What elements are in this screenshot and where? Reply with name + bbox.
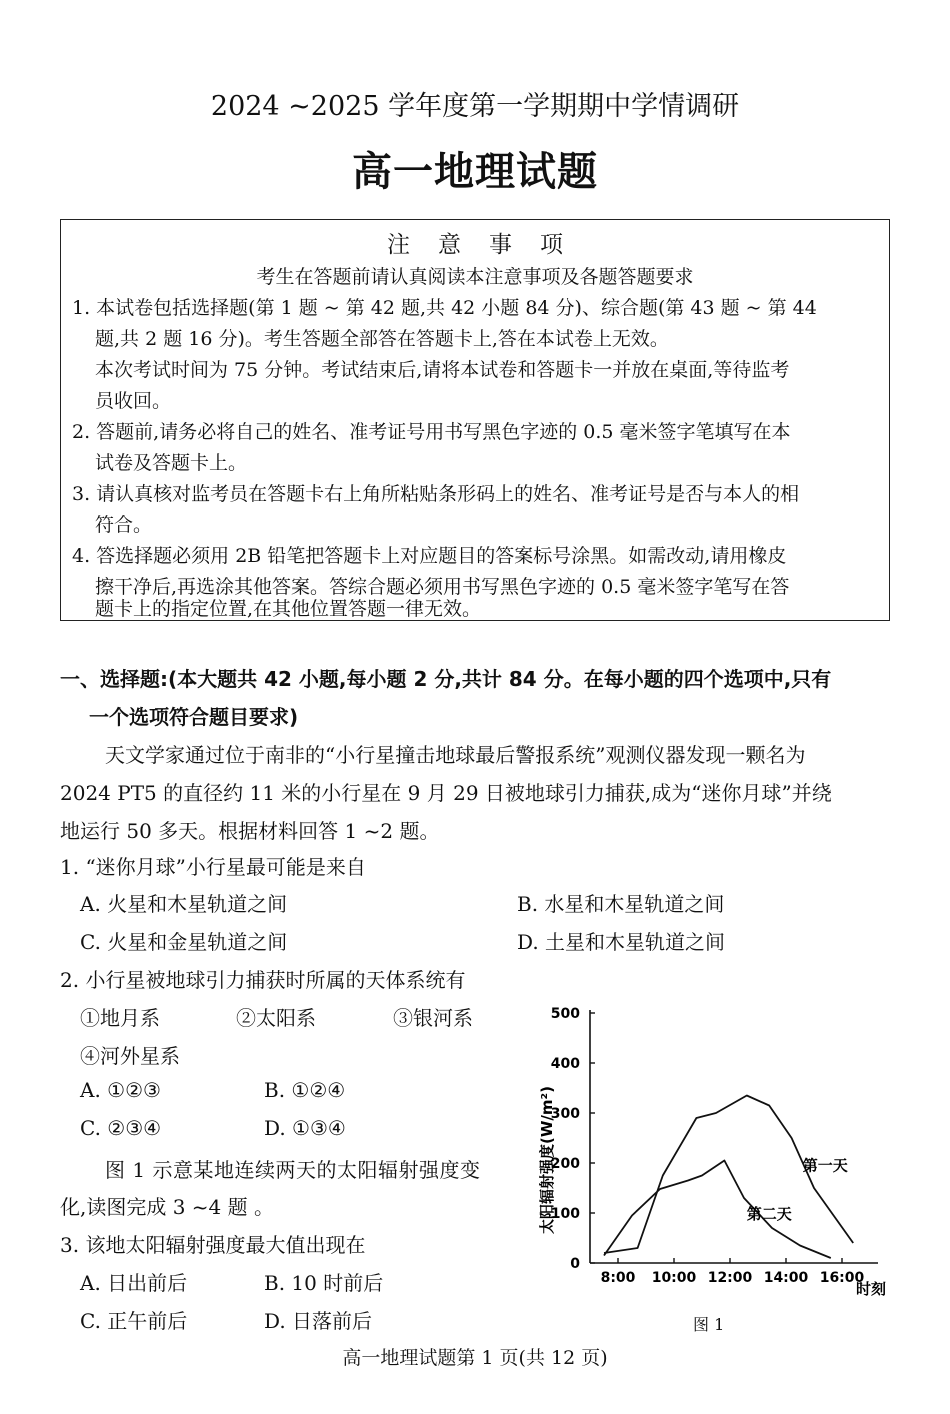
exam-title: 高一地理试题 [352,148,598,195]
y-axis-label: 太阳辐射强度(W/m²) [538,1086,556,1234]
q2-option-a: A. ①②③ [80,1078,161,1102]
y-tick-label: 200 [550,1156,580,1172]
notice-title: 注意事项 [387,232,591,258]
x-tick-label: 10:00 [651,1270,697,1286]
material-line: 2024 PT5 的直径约 11 米的小行星在 9 月 29 日被地球引力捕获,成为“迷你月球”并绕 [60,781,832,805]
x-tick-label: 12:00 [707,1270,753,1286]
material-line: 化,读图完成 3 ~4 题 。 [60,1195,274,1219]
section-heading-cont: 一个选项符合题目要求) [89,705,299,729]
y-tick-label: 400 [550,1056,580,1072]
q2-item-4: ④河外星系 [80,1044,180,1068]
notice-line: 员收回。 [95,390,172,412]
notice-line: 试卷及答题卡上。 [95,452,248,474]
material-line: 图 1 示意某地连续两天的太阳辐射强度变 [105,1158,481,1182]
q3-option-c: C. 正午前后 [80,1309,188,1333]
q1-option-c: C. 火星和金星轨道之间 [80,930,288,954]
x-tick-label: 16:00 [819,1270,865,1286]
series-label-2: 第二天 [746,1205,792,1223]
notice-line: 4. 答选择题必须用 2B 铅笔把答题卡上对应题目的答案标号涂黑。如需改动,请用橡皮 [72,545,787,567]
page-footer: 高一地理试题第 1 页(共 12 页) [342,1347,608,1369]
y-tick-label: 0 [570,1256,580,1272]
q3-option-a: A. 日出前后 [80,1271,188,1295]
notice-line: 3. 请认真核对监考员在答题卡右上角所粘贴条形码上的姓名、准考证号是否与本人的相 [72,483,800,505]
notice-line: 符合。 [95,514,153,536]
notice-line: 2. 答题前,请务必将自己的姓名、准考证号用书写黑色字迹的 0.5 毫米签字笔填写在本 [72,421,791,443]
figure-caption: 图 1 [693,1315,725,1334]
notice-line: 擦干净后,再选涂其他答案。答综合题必须用书写黑色字迹的 0.5 毫米签字笔写在答 [95,576,790,598]
y-tick-label: 300 [550,1106,580,1122]
q2-option-c: C. ②③④ [80,1116,162,1140]
q1-option-d: D. 土星和木星轨道之间 [517,930,726,954]
notice-line: 1. 本试卷包括选择题(第 1 题 ~ 第 42 题,共 42 小题 84 分)、综合题(第 43 题 ~ 第 44 [72,297,817,319]
q2-item-3: ③银河系 [393,1006,473,1030]
y-tick-label: 500 [550,1006,580,1022]
q2-option-b: B. ①②④ [264,1078,346,1102]
exam-subtitle: 2024 ~2025 学年度第一学期期中学情调研 [210,91,740,122]
question-2-stem: 2. 小行星被地球引力捕获时所属的天体系统有 [60,968,466,992]
y-tick-label: 100 [550,1206,580,1222]
question-1-stem: 1. “迷你月球”小行星最可能是来自 [60,855,366,879]
notice-line: 题卡上的指定位置,在其他位置答题一律无效。 [95,598,482,620]
material-line: 地运行 50 多天。根据材料回答 1 ~2 题。 [60,819,440,843]
series-line-2 [604,1161,831,1259]
q2-option-d: D. ①③④ [264,1116,346,1140]
q3-option-d: D. 日落前后 [264,1309,373,1333]
material-line: 天文学家通过位于南非的“小行星撞击地球最后警报系统”观测仪器发现一颗名为 [105,743,806,767]
q1-option-b: B. 水星和木星轨道之间 [517,892,725,916]
q2-item-2: ②太阳系 [236,1006,316,1030]
notice-subtitle: 考生在答题前请认真阅读本注意事项及各题答题要求 [256,266,694,288]
x-tick-label: 14:00 [763,1270,809,1286]
question-3-stem: 3. 该地太阳辐射强度最大值出现在 [60,1233,366,1257]
x-tick-label: 8:00 [600,1270,636,1286]
notice-line: 本次考试时间为 75 分钟。考试结束后,请将本试卷和答题卡一并放在桌面,等待监考 [95,359,790,381]
notice-box [60,219,890,621]
section-heading: 一、选择题:(本大题共 42 小题,每小题 2 分,共计 84 分。在每小题的四个选项中,只有 [60,667,832,691]
notice-line: 题,共 2 题 16 分)。考生答题全部答在答题卡上,答在本试卷上无效。 [95,328,669,350]
q3-option-b: B. 10 时前后 [264,1271,384,1295]
series-label-1: 第一天 [802,1156,848,1175]
q2-item-1: ①地月系 [80,1006,160,1030]
q1-option-a: A. 火星和木星轨道之间 [80,892,288,916]
solar-radiation-chart [520,1000,900,1310]
x-axis-label: 时刻 [855,1280,886,1298]
